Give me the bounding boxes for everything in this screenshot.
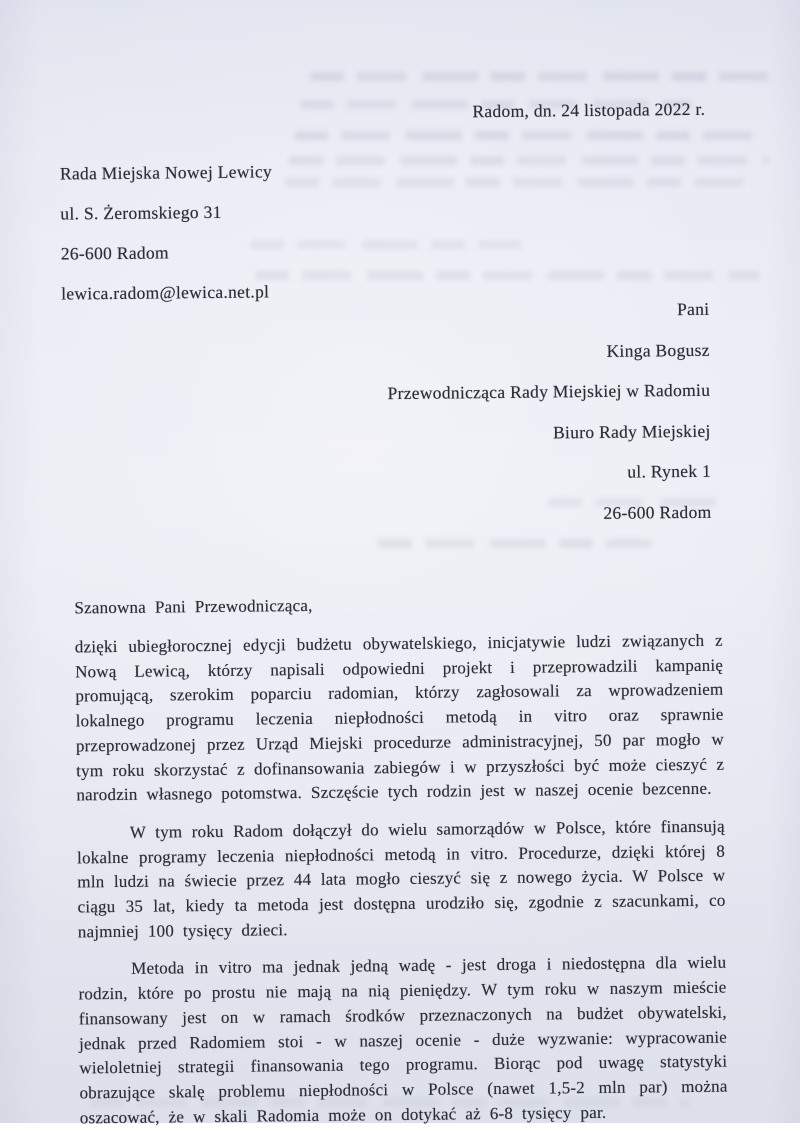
paragraph-1: dzięki ubiegłorocznej edycji budżetu obywatelskiego, inicjatywie ludzi związanych z Nową Lewicą, którzy napisali odpowiedni projekt i przeprowadzili kampanię promującą, szerokim poparciu radomian, którzy zagłosowali za wprowadzeniem lokalnego programu leczenia niepłodności metodą in vitro oraz sprawnie przeprowadzonej przez Urząd Miejski procedurze administracyjnej, 50 par mogło w tym roku skorzystać z dofinansowania zabiegów i w przyszłości być może cieszyć z narodzin własnego potomstwa. Szczęście tych rodzin jest w naszej ocenie bezcenne. bbox=[74, 630, 725, 805]
sender-city: 26-600 Radom bbox=[60, 242, 169, 264]
sender-block bbox=[60, 151, 274, 313]
recipient-city: 26-600 Radom bbox=[603, 501, 712, 523]
date-line: Radom, dn. 24 listopada 2022 r. bbox=[472, 98, 706, 122]
paragraph-3: Metoda in vitro ma jednak jedną wadę - jest droga i niedostępna dla wielu rodzin, które po prostu nie mają na nią pieniędzy. W tym roku w naszym mieście finansowany jest on w ramach środków przeznaczonych na budżet obywatelski, jednak przed Radomiem stoi - w naszej ocenie - duże wyzwanie: wypracowanie wieloletniej strategii finansowania tego programu. Biorąc pod uwagę statystyki obrazujące skalę problemu niepłodności w Polsce (nawet 1,5-2 mln par) można oszacować, że w skali Radomia może on dotykać aż 6-8 tysięcy par. bbox=[78, 953, 728, 1128]
paragraph-2: W tym roku Radom dołączył do wielu samorządów w Polsce, które finansują lokalne programy leczenia niepłodności metodą in vitro. Procedurze, dzięki której 8 mln ludzi na świecie przez 44 lata mogło cieszyć się z nowego życia. W Polsce w ciągu 35 lat, kiedy ta metoda jest dostępna urodziło się, zgodnie z szacunkami, co najmniej 100 tysięcy dzieci. bbox=[76, 816, 726, 942]
recipient-block bbox=[386, 289, 711, 535]
recipient-name: Kinga Bogusz bbox=[606, 339, 710, 361]
recipient-street: ul. Rynek 1 bbox=[627, 460, 712, 482]
sender-name: Rada Miejska Nowej Lewicy bbox=[59, 161, 273, 184]
salutation: Szanowna Pani Przewodnicząca, bbox=[74, 595, 313, 618]
sender-email: lewica.radom@lewica.net.pl bbox=[61, 281, 270, 304]
letter-body bbox=[74, 589, 728, 1131]
recipient-office: Biuro Rady Miejskiej bbox=[552, 420, 711, 442]
sender-street: ul. S. Żeromskiego 31 bbox=[60, 201, 222, 224]
recipient-title: Przewodnicząca Rady Miejskiej w Radomiu bbox=[387, 379, 711, 404]
recipient-honorific: Pani bbox=[676, 298, 710, 320]
